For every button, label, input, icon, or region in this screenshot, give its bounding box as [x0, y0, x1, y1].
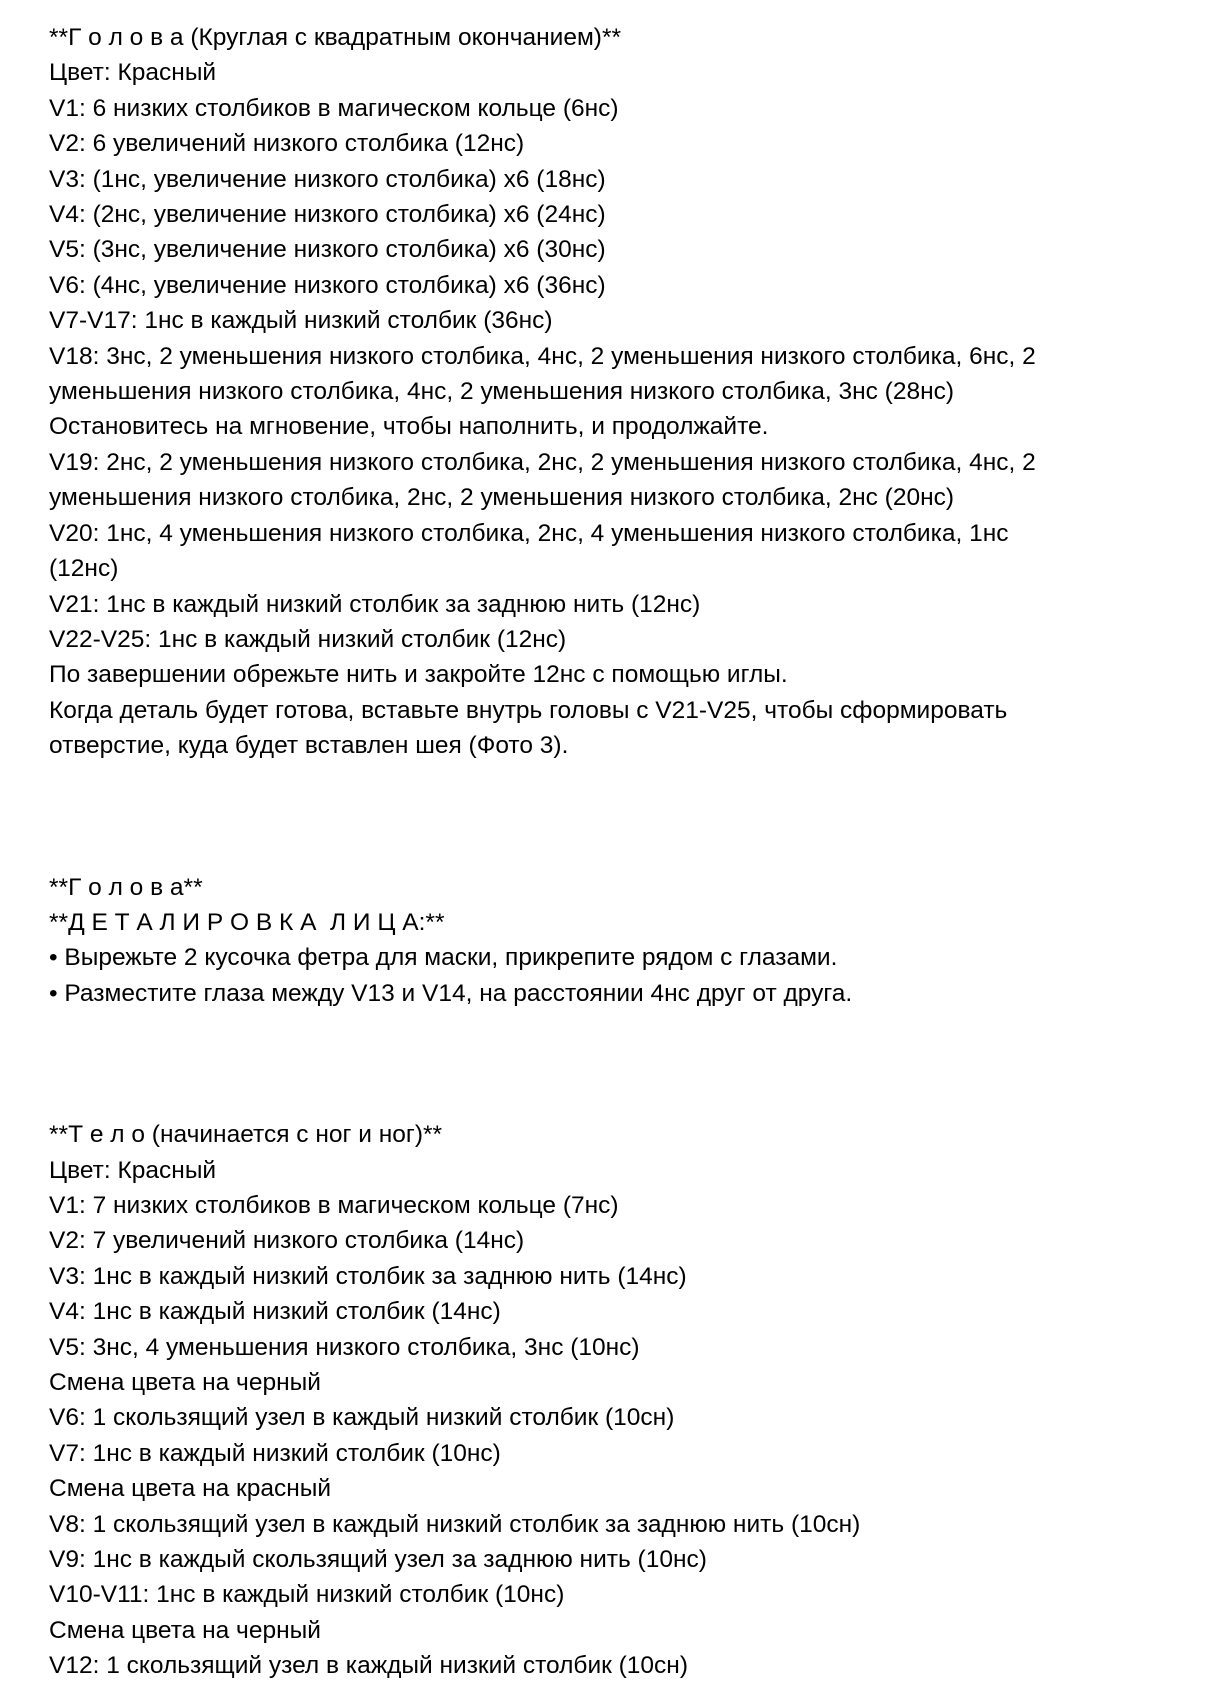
face-head-title: **Г о л о в а** [49, 873, 203, 901]
head-section [49, 20, 1169, 764]
body-row-v12: V12: 1 скользящий узел в каждый низкий столбик (10сн) [49, 1652, 688, 1680]
body-row-v9: V9: 1нс в каждый скользящий узел за заднюю нить (10нс) [49, 1546, 707, 1574]
body-row-v4: V4: 1нс в каждый низкий столбик (14нс) [49, 1298, 501, 1326]
head-title: **Г о л о в а (Круглая с квадратным окончанием)** [49, 24, 622, 51]
head-assembly-note-part2: отверстие, куда будет вставлен шея (Фото 3). [49, 732, 569, 760]
head-row-v2: V2: 6 увеличений низкого столбика (12нс) [49, 130, 525, 158]
body-row-v7: V7: 1нс в каждый низкий столбик (10нс) [49, 1439, 501, 1467]
head-row-v20-part2: (12нс) [49, 555, 119, 583]
head-row-v1: V1: 6 низких столбиков в магическом кольце (6нс) [49, 94, 619, 122]
body-title: **Т е л о (начинается с ног и ног)** [49, 1121, 443, 1149]
head-row-v7-v17: V7-V17: 1нс в каждый низкий столбик (36нс) [49, 307, 553, 335]
head-row-v19-part2: уменьшения низкого столбика, 2нс, 2 уменьшения низкого столбика, 2нс (20нс) [49, 484, 955, 512]
head-row-v5: V5: (3нс, увеличение низкого столбика) x6 (30нс) [49, 236, 606, 264]
body-color-change-red: Смена цвета на красный [49, 1475, 332, 1503]
body-row-v6: V6: 1 скользящий узел в каждый низкий столбик (10сн) [49, 1404, 675, 1432]
body-color: Цвет: Красный [49, 1156, 217, 1184]
head-row-v6: V6: (4нс, увеличение низкого столбика) x6 (36нс) [49, 271, 606, 299]
body-section [49, 1117, 1169, 1684]
body-row-v3: V3: 1нс в каждый низкий столбик за заднюю нить (14нс) [49, 1262, 687, 1290]
section-spacer [49, 764, 1169, 870]
body-color-change-black-2: Смена цвета на черный [49, 1616, 321, 1644]
document-page [49, 20, 1169, 1684]
head-row-v21: V21: 1нс в каждый низкий столбик за заднюю нить (12нс) [49, 590, 701, 618]
head-stuffing-note: Остановитесь на мгновение, чтобы наполнить, и продолжайте. [49, 413, 769, 441]
face-bullet-eyes: • Разместите глаза между V13 и V14, на расстоянии 4нс друг от друга. [49, 979, 853, 1007]
head-row-v4: V4: (2нс, увеличение низкого столбика) x6 (24нс) [49, 201, 606, 229]
body-row-v8: V8: 1 скользящий узел в каждый низкий столбик за заднюю нить (10сн) [49, 1510, 861, 1538]
head-finish-note: По завершении обрежьте нить и закройте 12нс с помощью иглы. [49, 661, 788, 689]
body-row-v2: V2: 7 увеличений низкого столбика (14нс) [49, 1227, 525, 1255]
body-row-v5: V5: 3нс, 4 уменьшения низкого столбика, 3нс (10нс) [49, 1333, 640, 1361]
face-section [49, 870, 1169, 1012]
face-bullet-mask: • Вырежьте 2 кусочка фетра для маски, прикрепите рядом с глазами. [49, 944, 838, 972]
face-detail-title: **Д Е Т А Л И Р О В К А Л И Ц А:** [49, 908, 445, 936]
head-row-v20-part1: V20: 1нс, 4 уменьшения низкого столбика, 2нс, 4 уменьшения низкого столбика, 1нс [49, 519, 1009, 547]
section-spacer [49, 1011, 1169, 1117]
head-row-v18-part1: V18: 3нс, 2 уменьшения низкого столбика, 4нс, 2 уменьшения низкого столбика, 6нс, 2 [49, 342, 1036, 370]
head-assembly-note-part1: Когда деталь будет готова, вставьте внутрь головы с V21-V25, чтобы сформировать [49, 696, 1008, 724]
body-color-change-black: Смена цвета на черный [49, 1369, 321, 1396]
head-color: Цвет: Красный [49, 59, 217, 87]
head-row-v3: V3: (1нс, увеличение низкого столбика) x6 (18нс) [49, 165, 606, 193]
body-row-v10-v11: V10-V11: 1нс в каждый низкий столбик (10нс) [49, 1581, 565, 1609]
head-row-v18-part2: уменьшения низкого столбика, 4нс, 2 уменьшения низкого столбика, 3нс (28нс) [49, 378, 955, 406]
body-row-v1: V1: 7 низких столбиков в магическом кольце (7нс) [49, 1191, 619, 1219]
head-row-v19-part1: V19: 2нс, 2 уменьшения низкого столбика, 2нс, 2 уменьшения низкого столбика, 4нс, 2 [49, 448, 1036, 476]
head-row-v22-v25: V22-V25: 1нс в каждый низкий столбик (12нс) [49, 625, 567, 653]
